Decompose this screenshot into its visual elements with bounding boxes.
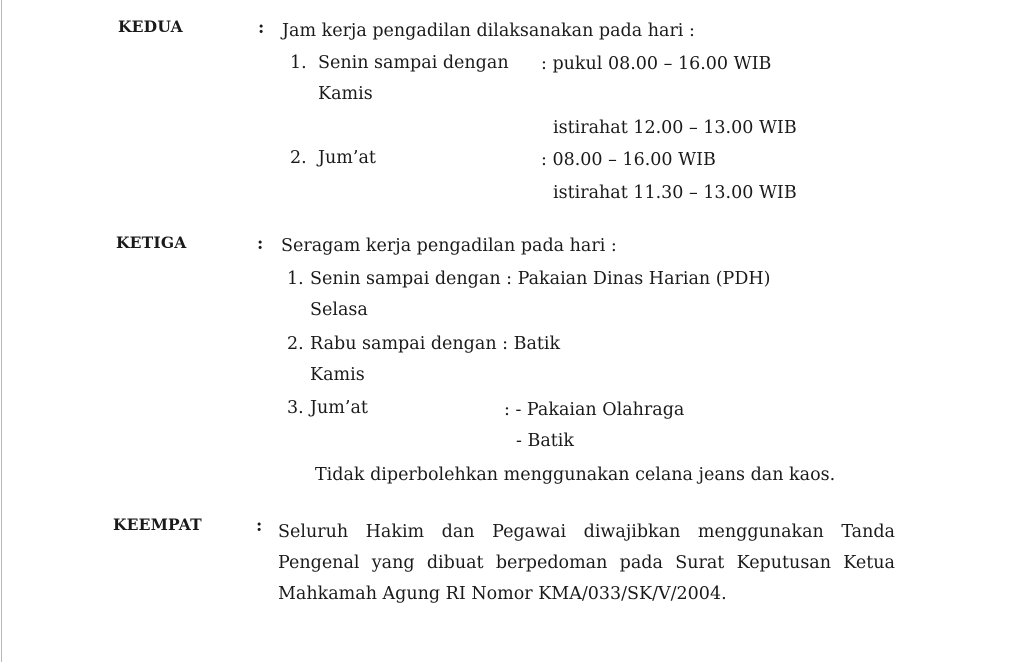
item-day-continued: Kamis (318, 84, 373, 104)
item-day: Jum’at (318, 148, 376, 168)
item-uniform-alt: - Batik (516, 431, 575, 451)
item-break: istirahat 11.30 – 13.00 WIB (553, 183, 797, 203)
section-label: KEDUA (118, 17, 183, 36)
item-day-and-uniform: Rabu sampai dengan : Batik (310, 334, 561, 354)
item-day-and-uniform: Senin sampai dengan : Pakaian Dinas Harian (PDH) (310, 269, 771, 289)
section-intro: Jam kerja pengadilan dilaksanakan pada hari : (282, 21, 695, 41)
section-label: KEEMPAT (113, 515, 202, 534)
item-hours: : 08.00 – 16.00 WIB (541, 150, 716, 170)
section-note: Tidak diperbolehkan menggunakan celana jeans dan kaos. (315, 465, 836, 485)
item-break: istirahat 12.00 – 13.00 WIB (553, 118, 797, 138)
item-day: Senin sampai dengan (318, 53, 509, 73)
item-number: 3. (287, 398, 304, 418)
page-edge-line (1, 0, 2, 662)
section-colon: : (257, 234, 264, 254)
section-colon: : (256, 516, 263, 536)
item-uniform: : - Pakaian Olahraga (504, 400, 685, 420)
paragraph-line: Pengenal yang dibuat berpedoman pada Surat Keputusan Ketua (278, 553, 895, 573)
item-hours: : pukul 08.00 – 16.00 WIB (541, 54, 772, 74)
section-label: KETIGA (116, 233, 187, 252)
item-day-continued: Selasa (310, 300, 368, 320)
paragraph-line: Seluruh Hakim dan Pegawai diwajibkan menggunakan Tanda (278, 522, 895, 542)
item-number: 2. (287, 334, 304, 354)
item-number: 1. (287, 269, 304, 289)
item-number: 2. (290, 148, 307, 168)
section-paragraph (278, 517, 895, 610)
item-number: 1. (290, 53, 307, 73)
item-day: Jum’at (310, 398, 368, 418)
section-colon: : (258, 18, 265, 38)
item-day-continued: Kamis (310, 365, 365, 385)
section-intro: Seragam kerja pengadilan pada hari : (281, 236, 617, 256)
paragraph-line: Mahkamah Agung RI Nomor KMA/033/SK/V/2004. (278, 584, 727, 604)
